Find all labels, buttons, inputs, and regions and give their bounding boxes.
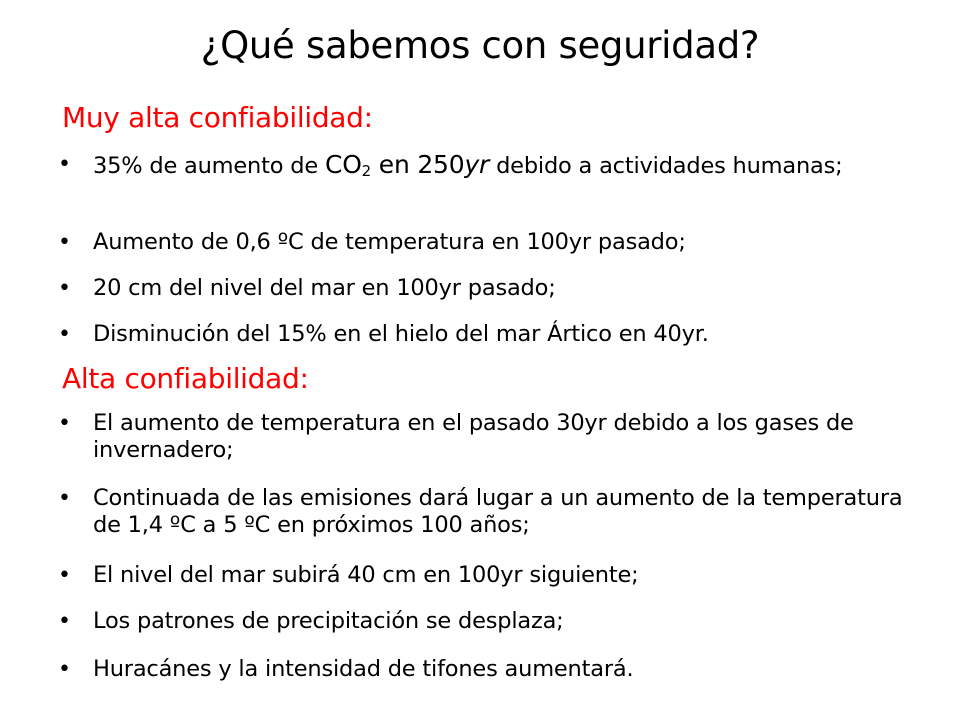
bullet-icon: •: [58, 657, 71, 682]
bullet-icon: •: [58, 411, 71, 436]
subscript-2: 2: [361, 162, 372, 180]
section-heading-very-high: Muy alta confiabilidad:: [62, 101, 373, 134]
list-item: [58, 485, 918, 539]
bullet-text: El aumento de temperatura en el pasado 30yr debido a los gases de invernadero;: [93, 410, 854, 463]
bullet-text: Disminución del 15% en el hielo del mar Ártico en 40yr.: [93, 321, 709, 347]
list-item: [58, 608, 918, 635]
bullet-text: Aumento de 0,6 ºC de temperatura en 100yr pasado;: [93, 229, 686, 255]
list-item: [58, 275, 918, 302]
list-item: [58, 410, 918, 464]
yr-italic: yr: [464, 150, 490, 179]
bullet-icon: •: [58, 486, 71, 511]
list-item: [58, 229, 918, 256]
text-segment: en 250: [371, 150, 465, 179]
slide-title: ¿Qué sabemos con seguridad?: [200, 24, 760, 67]
bullet-icon: •: [58, 230, 71, 255]
bullet-icon: •: [58, 563, 71, 588]
co2-formula: [325, 150, 489, 179]
bullet-text: El nivel del mar subirá 40 cm en 100yr siguiente;: [93, 562, 639, 588]
text-segment: debido a actividades humanas;: [489, 153, 843, 179]
text-segment: 35% de aumento de: [93, 153, 325, 179]
bullet-text: [93, 151, 918, 180]
bullet-icon: •: [58, 322, 71, 347]
list-item: [58, 562, 918, 589]
bullet-text: 20 cm del nivel del mar en 100yr pasado;: [93, 275, 556, 301]
bullet-text: Huracánes y la intensidad de tifones aumentará.: [93, 656, 634, 682]
list-item: [58, 656, 918, 683]
list-item: [58, 151, 918, 180]
list-item: [58, 321, 918, 348]
bullet-text: Continuada de las emisiones dará lugar a un aumento de la temperatura de 1,4 ºC a 5 ºC en próximos 100 años;: [93, 485, 903, 538]
section-heading-high: Alta confiabilidad:: [62, 362, 309, 395]
bullet-text: Los patrones de precipitación se desplaza;: [93, 608, 564, 634]
bullet-icon: •: [58, 152, 71, 177]
bullet-icon: •: [58, 609, 71, 634]
bullet-icon: •: [58, 276, 71, 301]
co-text: CO: [324, 150, 362, 179]
